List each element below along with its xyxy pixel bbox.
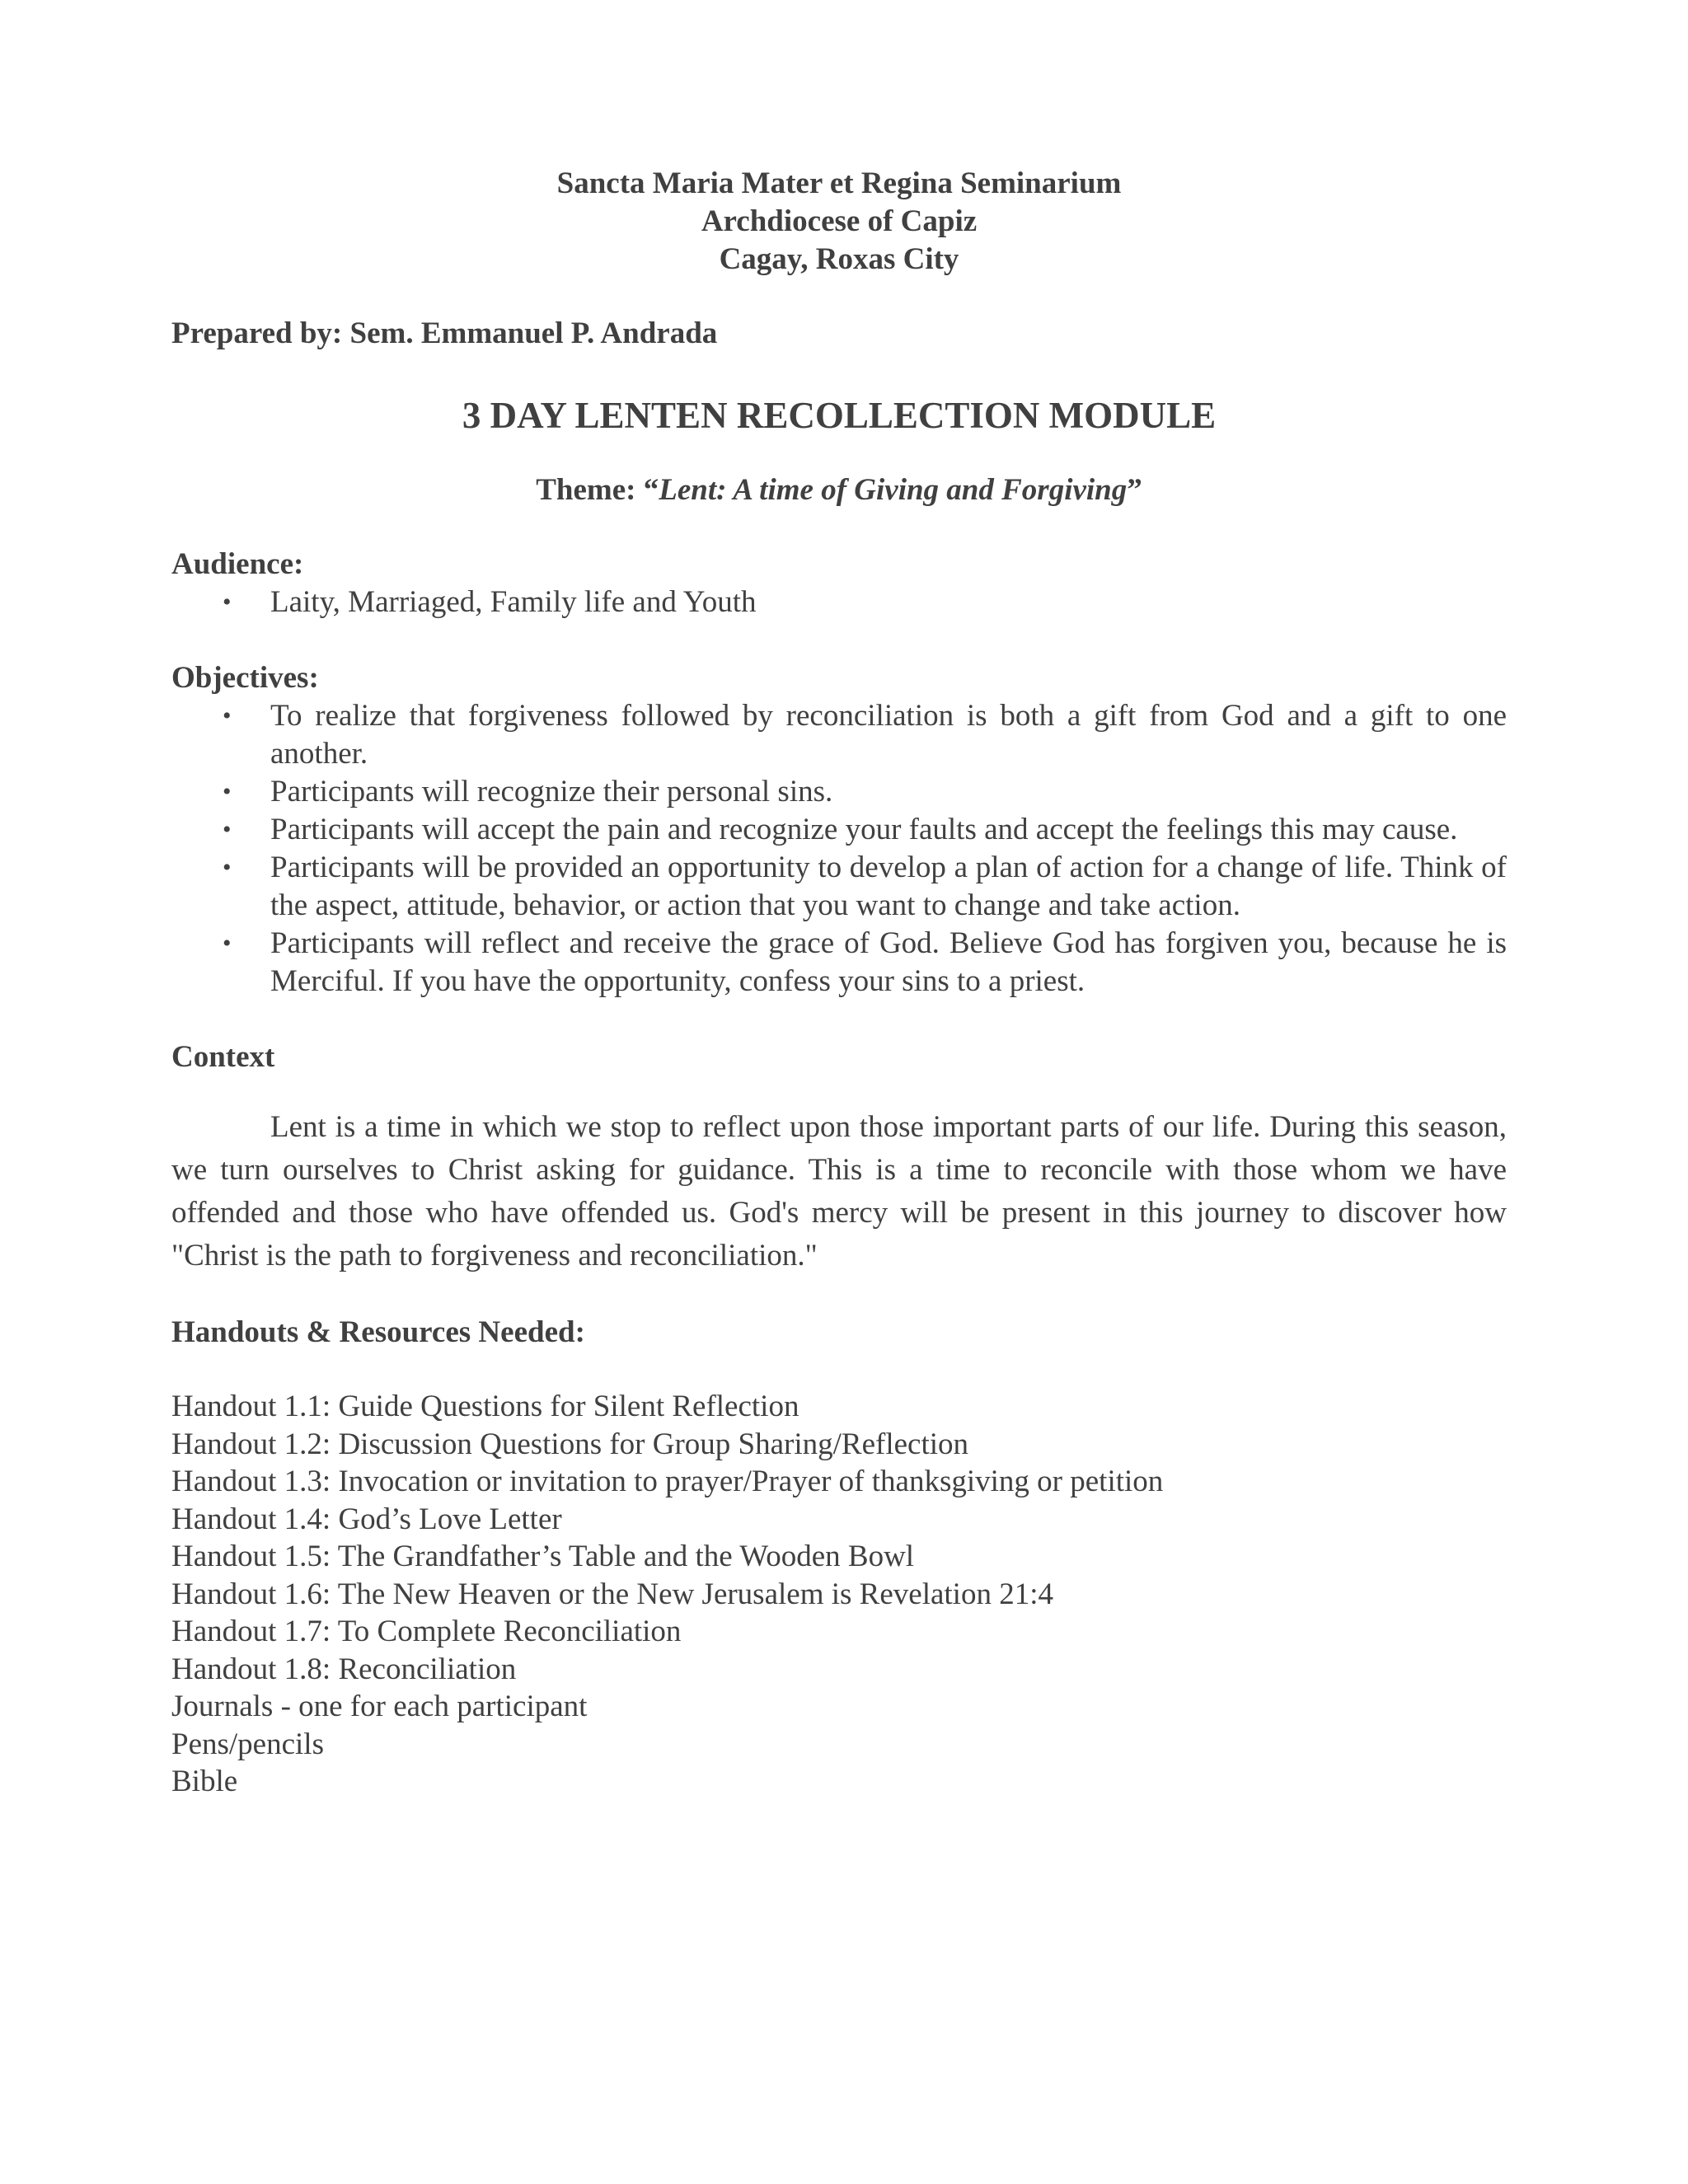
prepared-by: Prepared by: Sem. Emmanuel P. Andrada (171, 316, 718, 350)
list-item (171, 773, 1507, 811)
objectives-list (171, 697, 1507, 1001)
list-item: Handout 1.2: Discussion Questions for Group Sharing/Reflection (171, 1427, 969, 1461)
list-item: Pens/pencils (171, 1727, 324, 1761)
objectives-heading: Objectives: (171, 661, 319, 695)
bullet-icon: • (223, 588, 232, 616)
list-item: Handout 1.6: The New Heaven or the New Jerusalem is Revelation 21:4 (171, 1577, 1053, 1611)
audience-heading: Audience: (171, 547, 304, 581)
list-item: Handout 1.4: God’s Love Letter (171, 1502, 562, 1536)
bullet-icon: • (223, 702, 232, 729)
objective-text: Participants will recognize their personal sins. (270, 775, 833, 808)
objective-text: Participants will accept the pain and recognize your faults and accept the feelings this may cause. (270, 813, 1458, 846)
resources-list (171, 1388, 1507, 1801)
objective-text: Participants will reflect and receive the grace of God. Believe God has forgiven you, because he is Merciful. If you have the opportunity, confess your sins to a priest. (270, 926, 1507, 998)
handouts-heading: Handouts & Resources Needed: (171, 1315, 585, 1349)
list-item (171, 811, 1507, 849)
list-item: Handout 1.1: Guide Questions for Silent Reflection (171, 1390, 799, 1423)
list-item: Journals - one for each participant (171, 1690, 588, 1723)
theme-label: Theme: “ (536, 473, 659, 507)
theme-close-quote: ” (1127, 473, 1142, 507)
list-item: Handout 1.8: Reconciliation (171, 1652, 517, 1686)
archdiocese-name: Archdiocese of Capiz (701, 204, 978, 238)
context-paragraph: Lent is a time in which we stop to reflect upon those important parts of our life. During this season, we turn ourselves to Christ asking for guidance. This is a time to reconcile with those whom we have offended and those who have offended us. God's mercy will be present in this journey to discover how "Christ is the path to forgiveness and reconciliation." (171, 1110, 1507, 1272)
list-item (171, 925, 1507, 1001)
objective-text: Participants will be provided an opportunity to develop a plan of action for a change of life. Think of the aspect, attitude, behavior, or action that you want to change and take action. (270, 851, 1507, 922)
theme-text: Lent: A time of Giving and Forgiving (659, 473, 1128, 507)
institution-address: Cagay, Roxas City (719, 242, 959, 276)
list-item (171, 697, 1507, 773)
institution-header (171, 165, 1507, 279)
list-item: Handout 1.3: Invocation or invitation to prayer/Prayer of thanksgiving or petition (171, 1465, 1164, 1498)
list-item: Bible (171, 1765, 238, 1798)
bullet-icon: • (223, 854, 232, 881)
document-page (171, 165, 1507, 1801)
objective-text: To realize that forgiveness followed by reconciliation is both a gift from God and a gift to one another. (270, 699, 1507, 771)
audience-item-text: Laity, Marriaged, Family life and Youth (270, 585, 757, 619)
list-item: Handout 1.7: To Complete Reconciliation (171, 1615, 682, 1648)
audience-list (171, 583, 1507, 621)
bullet-icon: • (223, 816, 232, 843)
bullet-icon: • (223, 778, 232, 805)
context-heading: Context (171, 1040, 275, 1074)
list-item: Handout 1.5: The Grandfather’s Table and the Wooden Bowl (171, 1540, 915, 1573)
institution-name: Sancta Maria Mater et Regina Seminarium (556, 166, 1122, 200)
bullet-icon: • (223, 930, 232, 957)
theme-line (171, 471, 1507, 509)
list-item (171, 583, 1507, 621)
document-title: 3 DAY LENTEN RECOLLECTION MODULE (462, 395, 1217, 436)
list-item (171, 849, 1507, 925)
